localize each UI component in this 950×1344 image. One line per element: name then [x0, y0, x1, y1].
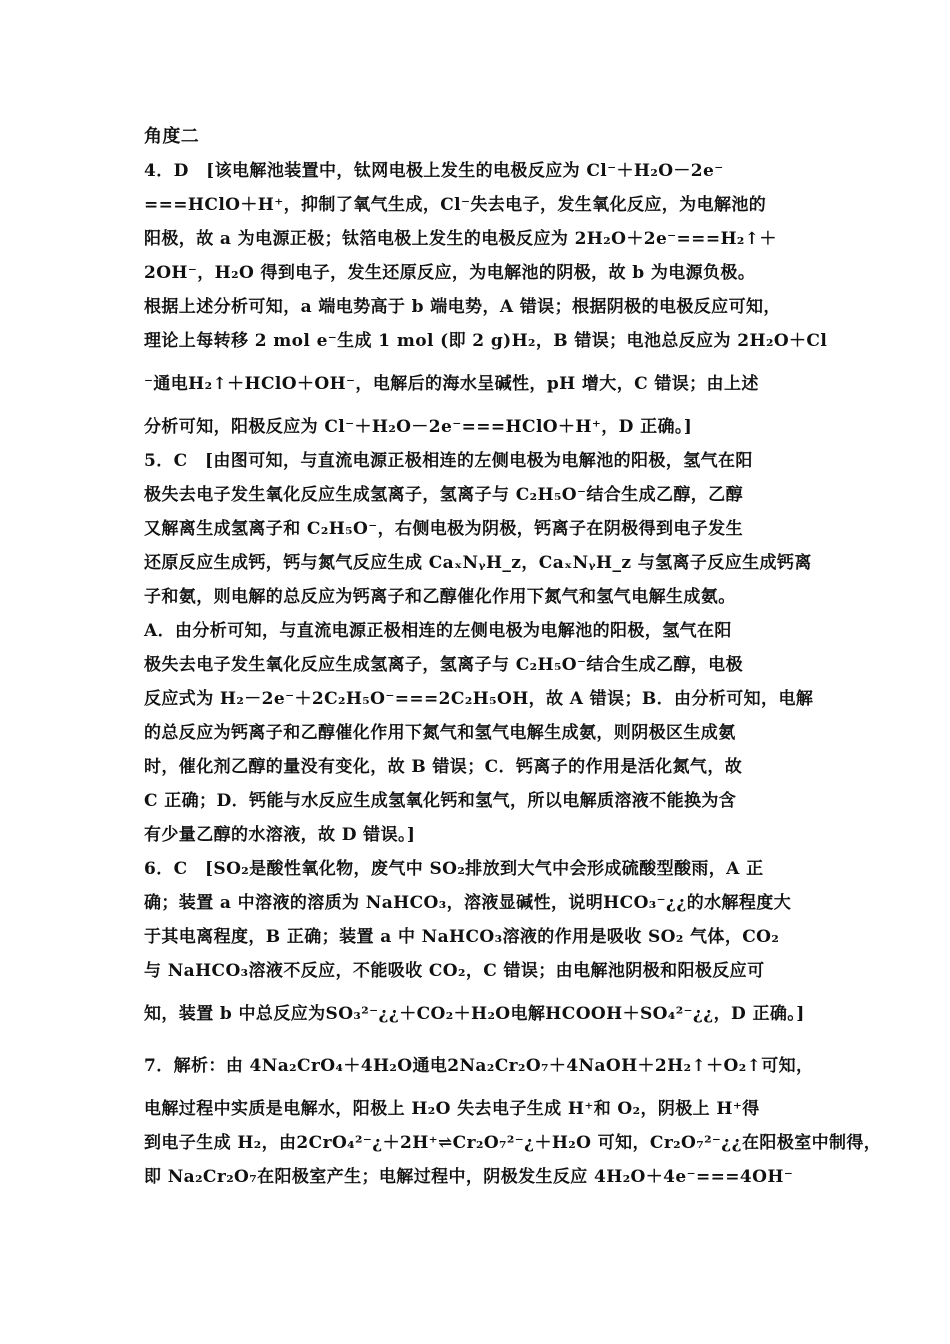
text-line: A．由分析可知，与直流电源正极相连的左侧电极为电解池的阳极，氢气在阳	[144, 621, 732, 641]
text-line: 极失去电子发生氧化反应生成氢离子，氢离子与 C₂H₅O⁻结合生成乙醇，乙醇	[144, 485, 743, 505]
text-line: 于其电离程度，B 正确；装置 a 中 NaHCO₃溶液的作用是吸收 SO₂ 气体，CO₂	[144, 927, 780, 947]
answer-content	[144, 120, 882, 1194]
text-line: 4．D [该电解池装置中，钛网电极上发生的电极反应为 Cl⁻＋H₂O－2e⁻	[144, 161, 724, 181]
text-line: 有少量乙醇的水溶液，故 D 错误。]	[144, 825, 416, 845]
text-line: 又解离生成氢离子和 C₂H₅O⁻，右侧电极为阴极，钙离子在阴极得到电子发生	[144, 519, 743, 539]
text-line: 的总反应为钙离子和乙醇催化作用下氮气和氢气电解生成氨，则阴极区生成氨	[144, 723, 736, 743]
text-line: 2OH⁻，H₂O 得到电子，发生还原反应，为电解池的阴极，故 b 为电源负极。	[144, 263, 756, 283]
section-heading: 角度二	[144, 126, 200, 147]
text-line-equation: 知，装置 b 中总反应为SO₃²⁻¿¿＋CO₂＋H₂O电解HCOOH＋SO₄²⁻¿¿，D 正确。]	[144, 1004, 805, 1024]
text-line: 子和氨，则电解的总反应为钙离子和乙醇催化作用下氮气和氢气电解生成氨。	[144, 587, 736, 607]
text-line: 与 NaHCO₃溶液不反应，不能吸收 CO₂，C 错误；由电解池阴极和阳极反应可	[144, 961, 765, 981]
text-line: 分析可知，阳极反应为 Cl⁻＋H₂O－2e⁻===HClO＋H⁺，D 正确。]	[144, 417, 693, 437]
text-line: 确；装置 a 中溶液的溶质为 NaHCO₃，溶液显碱性，说明HCO₃⁻¿¿的水解程度大	[144, 893, 792, 913]
text-line: 还原反应生成钙，钙与氮气反应生成 CaₓNᵧH_z，CaₓNᵧH_z 与氢离子反应生成钙离	[144, 553, 812, 573]
text-line: 反应式为 H₂－2e⁻＋2C₂H₅O⁻===2C₂H₅OH，故 A 错误；B．由分析可知，电解	[144, 689, 814, 709]
text-line: ===HClO＋H⁺，抑制了氧气生成，Cl⁻失去电子，发生氧化反应，为电解池的	[144, 195, 767, 215]
text-line: 时，催化剂乙醇的量没有变化，故 B 错误；C．钙离子的作用是活化氮气，故	[144, 757, 743, 777]
text-line: 极失去电子发生氧化反应生成氢离子，氢离子与 C₂H₅O⁻结合生成乙醇，电极	[144, 655, 743, 675]
text-line: 到电子生成 H₂，由2CrO₄²⁻¿＋2H⁺⇌Cr₂O₇²⁻¿＋H₂O 可知，Cr₂O₇²⁻¿¿在阳极室中制得，	[144, 1133, 882, 1153]
text-line: 即 Na₂Cr₂O₇在阳极室产生；电解过程中，阴极发生反应 4H₂O＋4e⁻===4OH⁻	[144, 1167, 794, 1187]
text-line: 电解过程中实质是电解水，阳极上 H₂O 失去电子生成 H⁺和 O₂，阴极上 H⁺得	[144, 1099, 760, 1119]
text-line: 阳极，故 a 为电源正极；钛箔电极上发生的电极反应为 2H₂O＋2e⁻===H₂↑＋	[144, 229, 777, 249]
text-line: C 正确；D．钙能与水反应生成氢氧化钙和氢气，所以电解质溶液不能换为含	[144, 791, 737, 811]
text-line-equation: ⁻通电H₂↑＋HClO＋OH⁻，电解后的海水呈碱性，pH 增大，C 错误；由上述	[144, 374, 759, 394]
text-line: 5．C [由图可知，与直流电源正极相连的左侧电极为电解池的阳极，氢气在阳	[144, 451, 753, 471]
text-line: 理论上每转移 2 mol e⁻生成 1 mol (即 2 g)H₂，B 错误；电池总反应为 2H₂O＋Cl	[144, 331, 828, 351]
text-line: 6．C [SO₂是酸性氧化物，废气中 SO₂排放到大气中会形成硫酸型酸雨，A 正	[144, 859, 764, 879]
text-line-equation: 7．解析：由 4Na₂CrO₄＋4H₂O通电2Na₂Cr₂O₇＋4NaOH＋2H₂↑＋O₂↑可知，	[144, 1056, 814, 1076]
text-line: 根据上述分析可知，a 端电势高于 b 端电势，A 错误；根据阴极的电极反应可知，	[144, 297, 781, 317]
